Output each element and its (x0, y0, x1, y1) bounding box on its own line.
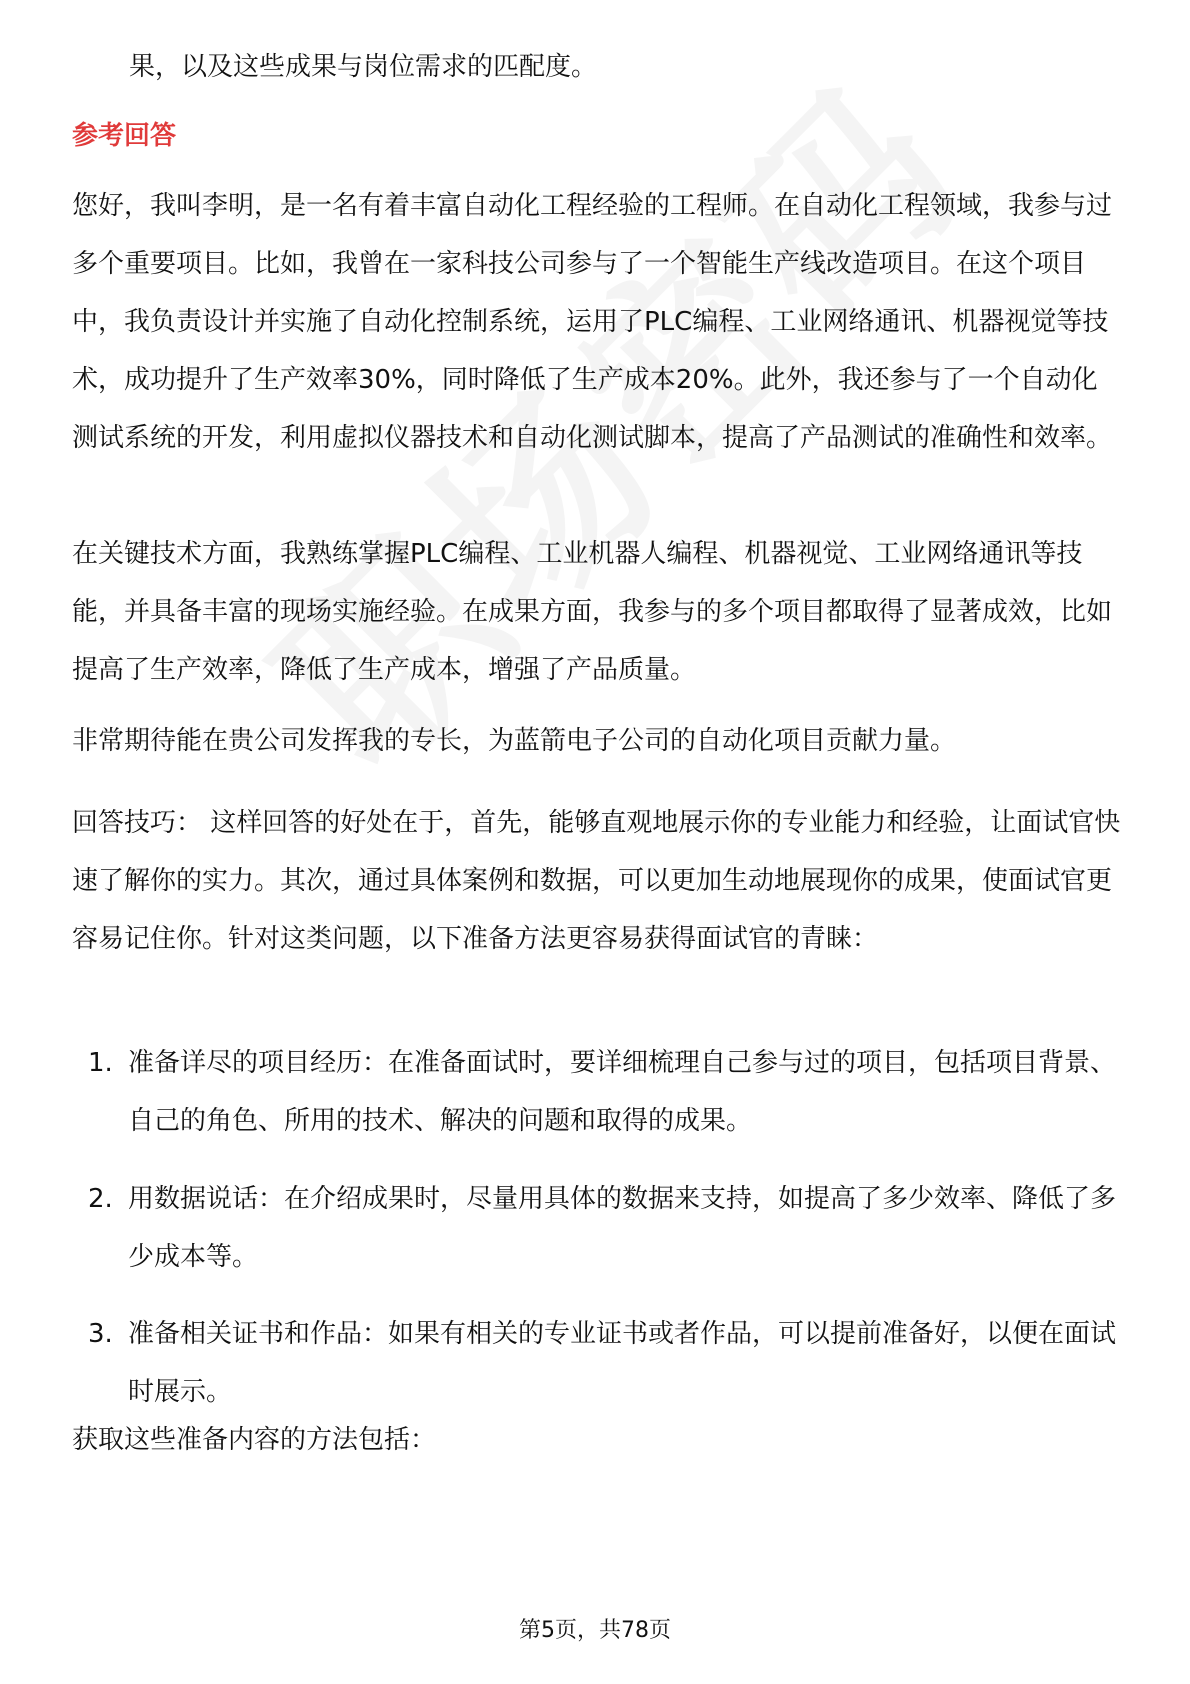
page-footer: 第5页，共78页 (519, 1618, 671, 1643)
intro-tail: 果，以及这些成果与岗位需求的匹配度。 (129, 52, 598, 82)
list-number: 3. (88, 1319, 113, 1349)
list-text: 准备详尽的项目经历：在准备面试时，要详细梳理自己参与过的项目，包括项目背景、自己的角色、所用的技术、解决的问题和取得的成果。 (128, 1048, 1117, 1136)
section-heading: 参考回答 (72, 121, 177, 151)
closing-line: 获取这些准备内容的方法包括： (72, 1425, 437, 1455)
list-text: 用数据说话：在介绍成果时，尽量用具体的数据来支持，如提高了多少效率、降低了多少成本等。 (128, 1184, 1117, 1272)
paragraph-1: 您好，我叫李明，是一名有着丰富自动化工程经验的工程师。在自动化工程领域，我参与过多个重要项目。比如，我曾在一家科技公司参与了一个智能生产线改造项目。在这个项目中，我负责设计并实施了自动化控制系统，运用了PLC编程、工业网络通讯、机器视觉等技术，成功提升了生产效率30%，同时降低了生产成本20%。此外，我还参与了一个自动化测试系统的开发，利用虚拟仪器技术和自动化测试脚本，提高了产品测试的准确性和效率。 (72, 191, 1113, 453)
paragraph-4: 回答技巧： 这样回答的好处在于，首先，能够直观地展示你的专业能力和经验，让面试官快速了解你的实力。其次，通过具体案例和数据，可以更加生动地展现你的成果，使面试官更容易记住你。针对这类问题，以下准备方法更容易获得面试官的青睐： (72, 808, 1121, 954)
list-text: 准备相关证书和作品：如果有相关的专业证书或者作品，可以提前准备好，以便在面试时展示。 (128, 1319, 1117, 1407)
list-number: 1. (88, 1048, 113, 1078)
list-number: 2. (88, 1184, 113, 1214)
paragraph-3: 非常期待能在贵公司发挥我的专长，为蓝箭电子公司的自动化项目贡献力量。 (72, 726, 957, 756)
paragraph-2: 在关键技术方面，我熟练掌握PLC编程、工业机器人编程、机器视觉、工业网络通讯等技能，并具备丰富的现场实施经验。在成果方面，我参与的多个项目都取得了显著成效，比如提高了生产效率，降低了生产成本，增强了产品质量。 (72, 539, 1113, 685)
